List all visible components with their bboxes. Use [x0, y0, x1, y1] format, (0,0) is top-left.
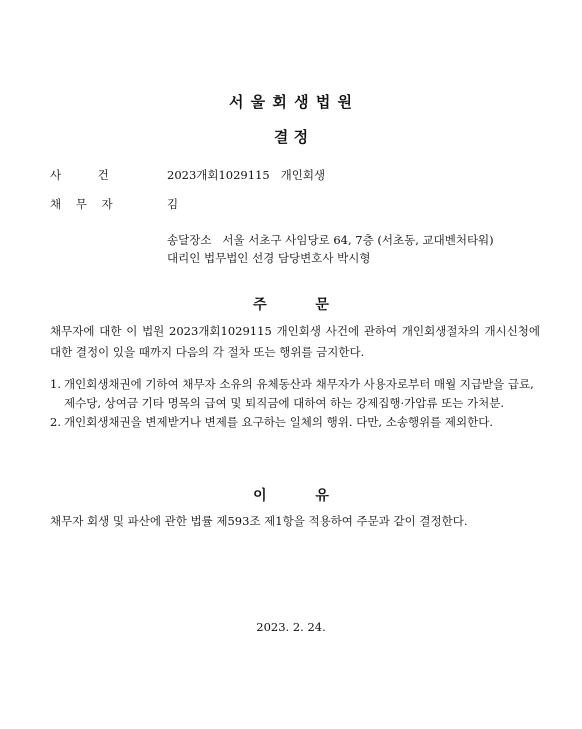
court-name: 서 울 회 생 법 원 [228, 93, 354, 111]
debtor-label: 채 무 자 [50, 197, 113, 211]
service-address [167, 232, 494, 248]
item-text: 개인회생채권에 기하여 채무자 소유의 유체동산과 채무자가 사용자로부터 매월 지급받을 급료, 제수당, 상여금 기타 명목의 급여 및 퇴직금에 대하여 하는 강제집행·가압류 또는 가처분. [64, 377, 534, 410]
prohibited-acts-list [50, 375, 545, 432]
service-address-value: 서울 서초구 사임당로 64, 7층 (서초동, 교대벤처타워) [222, 233, 494, 247]
debtor-row [50, 196, 178, 212]
case-row [50, 167, 325, 183]
reason-text: 채무자 회생 및 파산에 관한 법률 제593조 제1항을 적용하여 주문과 같이 결정한다. [50, 514, 468, 528]
decision-date: 2023. 2. 24. [256, 620, 326, 634]
service-address-label: 송달장소 [167, 233, 212, 247]
reason-heading: 이 유 [253, 488, 329, 504]
list-item [50, 413, 545, 432]
list-item [50, 375, 545, 413]
item-number: 2. [50, 415, 61, 429]
case-label: 사 건 [50, 168, 109, 182]
order-heading: 주 문 [253, 297, 329, 313]
case-number: 2023개회1029115 개인회생 [167, 168, 326, 182]
debtor-name: 김 [167, 197, 179, 211]
order-intro: 채무자에 대한 이 법원 2023개회1029115 개인회생 사건에 관하여 개인회생절차의 개시신청에 대한 결정이 있을 때까지 다음의 각 절차 또는 행위를 금지한다. [50, 324, 540, 359]
document-title: 결 정 [273, 128, 309, 146]
item-text: 개인회생채권을 변제받거나 변제를 요구하는 일체의 행위. 다만, 소송행위를 제외한다. [64, 415, 494, 429]
legal-agent: 대리인 법무법인 선경 담당변호사 박시형 [167, 251, 371, 265]
item-number: 1. [50, 377, 61, 391]
